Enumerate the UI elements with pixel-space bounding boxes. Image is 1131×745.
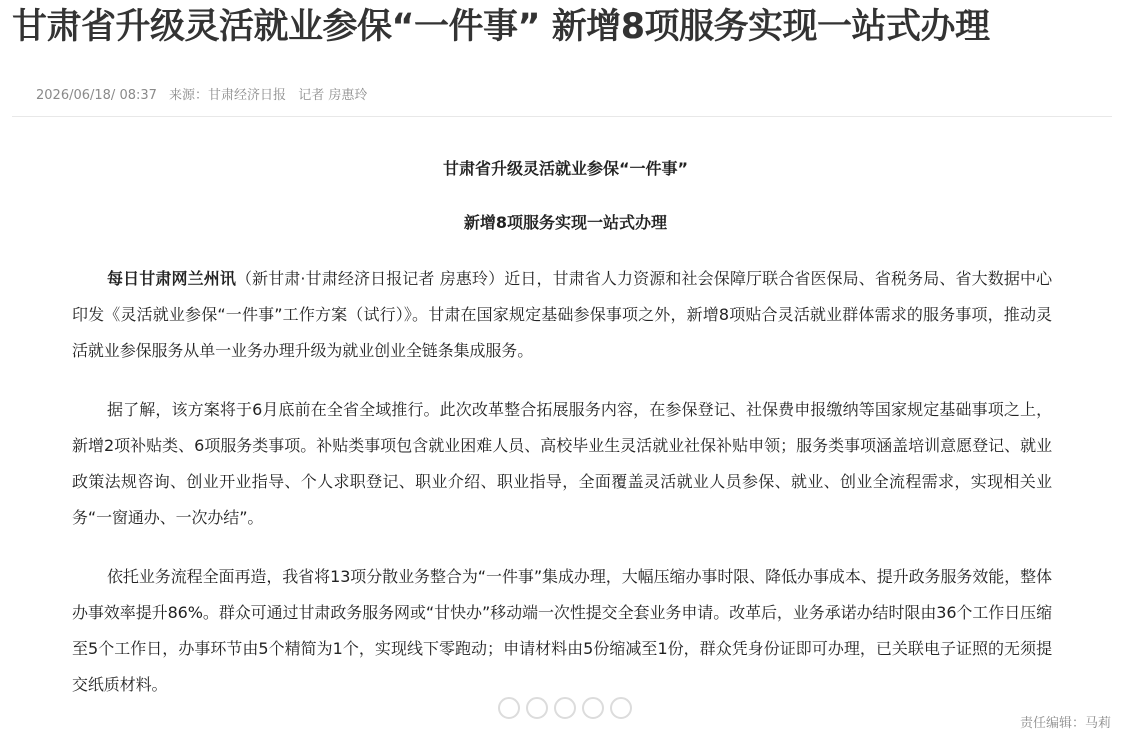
paragraph-text: 依托业务流程全面再造，我省将13项分散业务整合为“一件事”集成办理，大幅压缩办事时限、降低办事成本、提升政务服务效能，整体办事效率提升86%。群众可通过甘肃政务服务网或“甘快办”移动端一次性提交全套业务申请。改革后，业务承诺办结时限由36个工作日压缩至5个工作日，办事环节由5个精简为1个，实现线下零跑动；申请材料由5份缩减至1份，群众凭身份证即可办理，已关联电子证照的无须提交纸质材料。 xyxy=(72,567,1052,694)
paragraph-text: （新甘肃·甘肃经济日报记者 房惠玲）近日，甘肃省人力资源和社会保障厅联合省医保局、省税务局、省大数据中心印发《灵活就业参保“一件事”工作方案（试行）》。甘肃在国家规定基础参保事项之外，新增8项贴合灵活就业群体需求的服务事项，推动灵活就业参保服务从单一业务办理升级为就业创业全链条集成服务。 xyxy=(72,269,1052,360)
article-source: 来源：甘肃经济日报 xyxy=(169,88,287,103)
publish-datetime: 2026/06/18/ 08:37 xyxy=(36,88,157,103)
loading-dot-icon xyxy=(610,697,632,719)
loading-dot-icon xyxy=(554,697,576,719)
loading-dot-icon xyxy=(582,697,604,719)
loading-dot-icon xyxy=(526,697,548,719)
article-paragraph-1 xyxy=(72,261,1052,369)
article-meta xyxy=(36,86,375,106)
article-paragraph-2 xyxy=(72,392,1052,536)
article-subtitle-2: 新增8项服务实现一站式办理 xyxy=(463,213,668,232)
article-body xyxy=(72,261,1052,726)
header-divider xyxy=(12,116,1112,117)
article-subtitle-1: 甘肃省升级灵活就业参保“一件事” xyxy=(442,159,689,178)
responsible-editor: 责任编辑：马莉 xyxy=(1019,716,1111,731)
article-reporter: 记者 房惠玲 xyxy=(298,88,368,103)
loading-dot-icon xyxy=(498,697,520,719)
dateline: 每日甘肃网兰州讯 xyxy=(107,269,236,288)
loading-indicator xyxy=(498,697,632,719)
article-paragraph-3 xyxy=(72,559,1052,703)
article-headline: 甘肃省升级灵活就业参保“一件事” 新增8项服务实现一站式办理 xyxy=(12,7,990,47)
paragraph-text: 据了解，该方案将于6月底前在全省全域推行。此次改革整合拓展服务内容，在参保登记、社保费申报缴纳等国家规定基础事项之上，新增2项补贴类、6项服务类事项。补贴类事项包含就业困难人员、高校毕业生灵活就业社保补贴申领；服务类事项涵盖培训意愿登记、就业政策法规咨询、创业开业指导、个人求职登记、职业介绍、职业指导，全面覆盖灵活就业人员参保、就业、创业全流程需求，实现相关业务“一窗通办、一次办结”。 xyxy=(72,400,1052,527)
